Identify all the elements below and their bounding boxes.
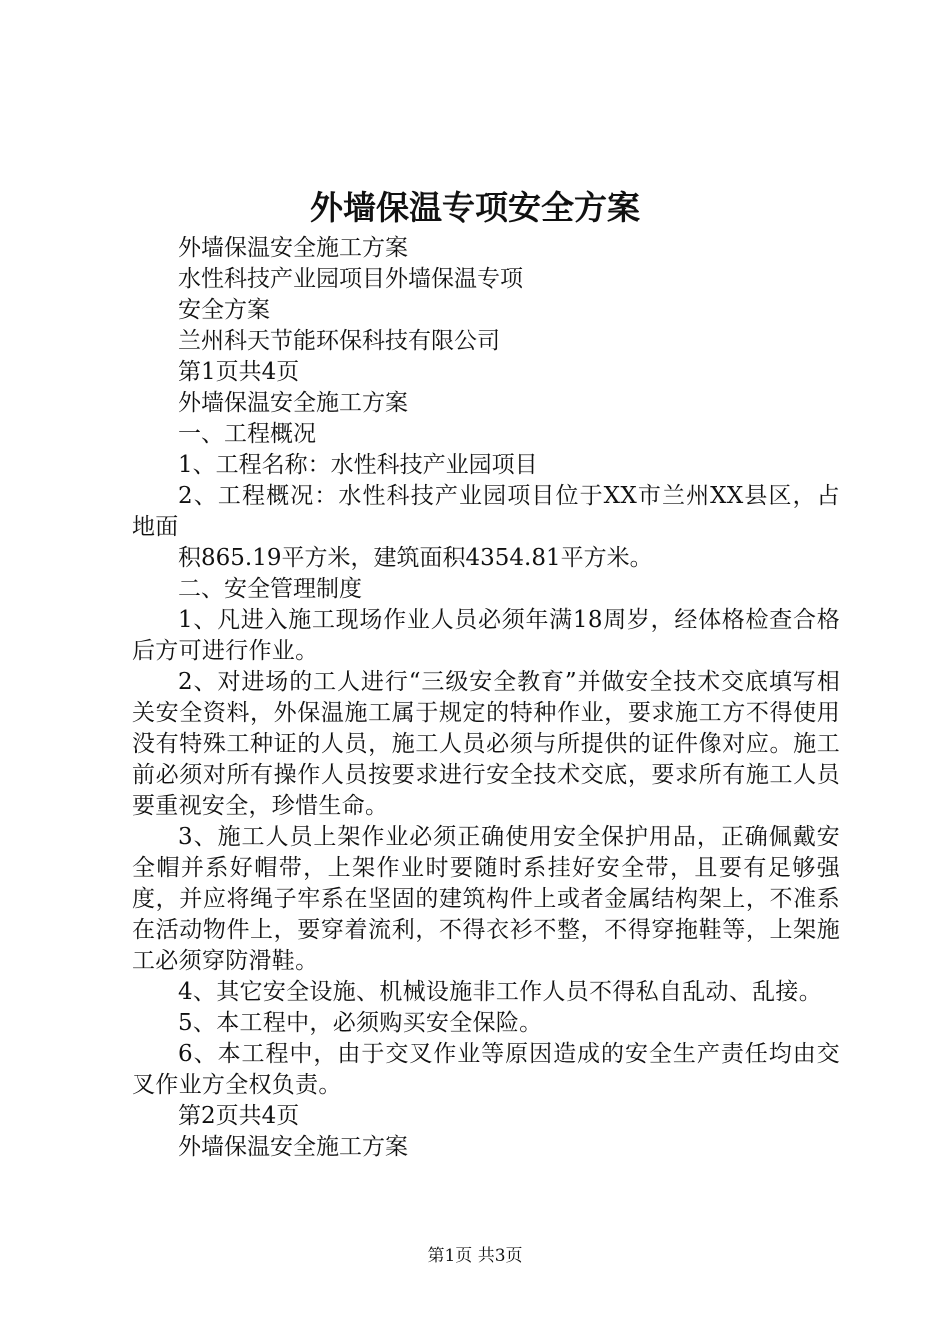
area-line: 积865.19平方米，建筑面积4354.81平方米。 [178, 545, 653, 571]
project-name-line: 水性科技产业园项目外墙保温专项 [178, 266, 523, 292]
heading-line: 外墙保温安全施工方案 [178, 1134, 408, 1160]
rule-paragraph: 1、凡进入施工现场作业人员必须年满18周岁，经体格检查合格后方可进行作业。 [132, 607, 840, 664]
heading-line: 外墙保温安全施工方案 [178, 390, 408, 416]
document-body [132, 233, 840, 1163]
project-name-item: 1、工程名称：水性科技产业园项目 [178, 452, 538, 478]
heading-line: 外墙保温安全施工方案 [178, 235, 408, 261]
section-heading-safety: 二、安全管理制度 [178, 576, 362, 602]
rule-paragraph: 3、施工人员上架作业必须正确使用安全保护用品，正确佩戴安全帽并系好帽带，上架作业时要随时系挂好安全带，且要有足够强度，并应将绳子牢系在坚固的建筑构件上或者金属结构架上，不准系在活动物件上，要穿着流利，不得衣衫不整，不得穿拖鞋等，上架施工必须穿防滑鞋。 [132, 824, 840, 974]
company-name: 兰州科天节能环保科技有限公司 [178, 328, 500, 354]
overview-paragraph: 2、工程概况：水性科技产业园项目位于XX市兰州XX县区，占地面 [132, 483, 840, 540]
rule-paragraph: 6、本工程中，由于交叉作业等原因造成的安全生产责任均由交叉作业方全权负责。 [132, 1041, 840, 1098]
page-marker: 第1页共4页 [178, 359, 300, 385]
page-marker: 第2页共4页 [178, 1103, 300, 1129]
project-name-line-continued: 安全方案 [178, 297, 270, 323]
document-title: 外墙保温专项安全方案 [310, 188, 640, 227]
rule-paragraph: 4、其它安全设施、机械设施非工作人员不得私自乱动、乱接。 [178, 979, 823, 1005]
rule-paragraph: 2、对进场的工人进行“三级安全教育”并做安全技术交底填写相关安全资料，外保温施工属于规定的特种作业，要求施工方不得使用没有特殊工种证的人员，施工人员必须与所提供的证件像对应。施工前必须对所有操作人员按要求进行安全技术交底，要求所有施工人员要重视安全，珍惜生命。 [132, 669, 840, 819]
section-heading-overview: 一、工程概况 [178, 421, 316, 447]
rule-paragraph: 5、本工程中，必须购买安全保险。 [178, 1010, 543, 1036]
page-footer: 第1页 共3页 [427, 1246, 523, 1266]
